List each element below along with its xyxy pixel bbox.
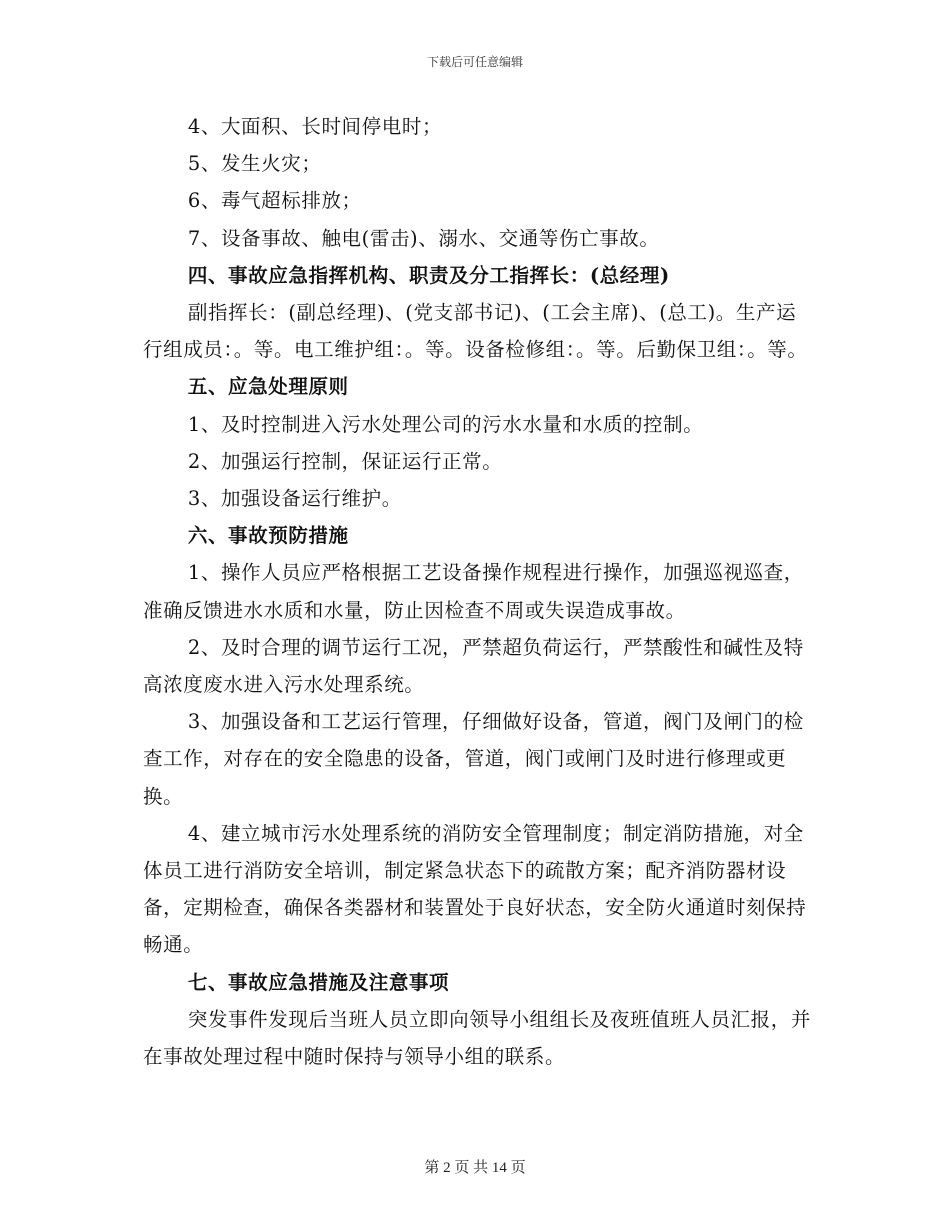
paragraph-emergency-report: 突发事件发现后当班人员立即向领导小组组长及夜班值班人员汇报，并在事故处理过程中随时保持与领导小组的联系。: [143, 1007, 811, 1069]
page-number: 第 2 页 共 14 页: [424, 1160, 526, 1176]
list-item-toxic-gas: 6、毒气超标排放；: [187, 189, 362, 213]
section-heading-emergency-measures: 七、事故应急措施及注意事项: [187, 970, 450, 994]
list-item-prevention-3: 3、加强设备和工艺运行管理，仔细做好设备，管道，阀门及闸门的检查工作，对存在的安全隐患的设备，管道，阀门或闸门及时进行修理或更换。: [143, 710, 804, 808]
section-heading-command: 四、事故应急指挥机构、职责及分工指挥长：(总经理): [187, 263, 670, 287]
list-item-equipment-accident: 7、设备事故、触电(雷击)、溺水、交通等伤亡事故。: [187, 226, 660, 250]
paragraph-deputy-commanders: 副指挥长：(副总经理)、(党支部书记)、(工会主席)、(总工)。生产运行组成员：。等。电工维护组：。等。设备检修组：。等。后勤保卫组：。等。: [143, 301, 808, 362]
list-item-prevention-4: 4、建立城市污水处理系统的消防安全管理制度；制定消防措施，对全体员工进行消防安全培训，制定紧急状态下的疏散方案；配齐消防器材设备，定期检查，确保各类器材和装置处于良好状态，安全防火通道时刻保持畅通。: [143, 821, 807, 957]
section-heading-prevention: 六、事故预防措施: [187, 524, 349, 548]
list-item-fire: 5、发生火灾；: [187, 152, 322, 176]
list-item-principle-3: 3、加强设备运行维护。: [187, 487, 402, 511]
list-item-power-outage: 4、大面积、长时间停电时；: [187, 115, 443, 138]
page-header: 下载后可任意编辑: [426, 55, 523, 69]
document-body: [143, 108, 811, 1075]
list-item-principle-1: 1、及时控制进入污水处理公司的污水水量和水质的控制。: [187, 412, 704, 436]
list-item-principle-2: 2、加强运行控制，保证运行正常。: [187, 449, 503, 473]
section-heading-principles: 五、应急处理原则: [187, 375, 349, 399]
list-item-prevention-1: 1、操作人员应严格根据工艺设备操作规程进行操作，加强巡视巡查，准确反馈进水水质和水量，防止因检查不周或失误造成事故。: [143, 561, 804, 622]
list-item-prevention-2: 2、及时合理的调节运行工况，严禁超负荷运行，严禁酸性和碱性及特高浓度废水进入污水处理系统。: [143, 635, 804, 697]
